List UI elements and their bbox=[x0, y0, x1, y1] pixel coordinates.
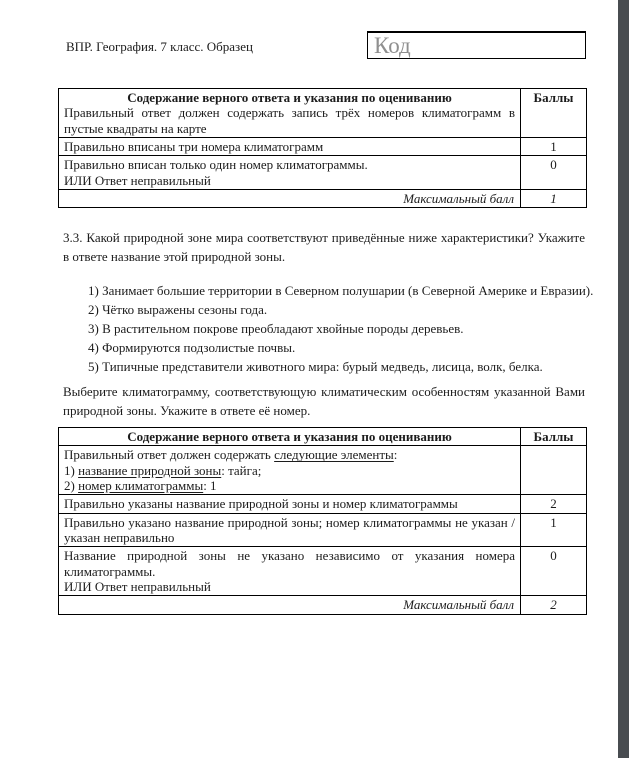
answer-line bbox=[64, 447, 515, 462]
criterion-cell bbox=[59, 156, 521, 190]
max-score-label: Максимальный балл bbox=[59, 596, 521, 614]
table1-answer-description: Правильный ответ должен содержать запись трёх номеров климатограмм в пустые квадраты на карте bbox=[64, 105, 515, 136]
criterion-text: Правильно указаны название природной зоны и номер климатограммы bbox=[59, 495, 521, 513]
max-score-value: 2 bbox=[521, 596, 587, 614]
table-row bbox=[59, 156, 587, 190]
list-item: 5) Типичные представители животного мира: бурый медведь, лисица, волк, белка. bbox=[88, 359, 543, 374]
table2-points-header: Баллы bbox=[521, 428, 587, 446]
table2-content-header: Содержание верного ответа и указания по оцениванию bbox=[59, 428, 521, 446]
criterion-text-alt: ИЛИ Ответ неправильный bbox=[64, 578, 211, 594]
table-row bbox=[59, 446, 587, 495]
list-item: 4) Формируются подзолистые почвы. bbox=[88, 340, 296, 355]
table1-points-header: Баллы bbox=[521, 89, 587, 138]
table1-header-and-answer-cell bbox=[59, 89, 521, 138]
table-row bbox=[59, 89, 587, 138]
code-field-box bbox=[367, 31, 586, 59]
answer-points-empty-cell bbox=[521, 446, 587, 495]
list-item: 2) Чётко выражены сезоны года. bbox=[88, 302, 268, 317]
criterion-text: Правильно вписаны три номера климатограмм bbox=[59, 137, 521, 155]
criterion-points: 1 bbox=[521, 513, 587, 547]
criterion-points: 2 bbox=[521, 495, 587, 513]
answer-segment-underlined: номер климатограммы bbox=[78, 477, 204, 493]
answer-line bbox=[64, 463, 515, 478]
answer-segment: 2) bbox=[64, 477, 79, 493]
table-row bbox=[59, 189, 587, 207]
table2-answer-cell bbox=[59, 446, 521, 495]
criterion-points: 1 bbox=[521, 137, 587, 155]
table-row bbox=[59, 495, 587, 513]
characteristics-list bbox=[88, 281, 593, 376]
answer-line bbox=[64, 478, 515, 493]
table-row bbox=[59, 428, 587, 446]
task-instruction: Выберите климатограмму, соответствующую климатическим особенностям указанной Вами природной зоны. Укажите в ответе её номер. bbox=[63, 384, 585, 418]
list-item: 3) В растительном покрове преобладают хвойные породы деревьев. bbox=[88, 321, 464, 336]
scoring-table-2 bbox=[58, 427, 587, 615]
answer-segment: Правильный ответ должен содержать bbox=[64, 447, 275, 463]
table1-content-header: Содержание верного ответа и указания по оцениванию bbox=[127, 90, 452, 105]
criterion-cell bbox=[59, 547, 521, 596]
viewer-right-edge bbox=[618, 0, 629, 758]
table-row bbox=[59, 596, 587, 614]
answer-segment: 1) bbox=[64, 462, 79, 478]
criterion-points: 0 bbox=[521, 156, 587, 190]
criterion-points: 0 bbox=[521, 547, 587, 596]
table-row bbox=[59, 513, 587, 547]
max-score-value: 1 bbox=[521, 189, 587, 207]
table-row bbox=[59, 137, 587, 155]
table-row bbox=[59, 547, 587, 596]
criterion-text: Правильно вписан только один номер климатограммы. bbox=[64, 157, 368, 173]
max-score-label: Максимальный балл bbox=[59, 189, 521, 207]
criterion-text: Название природной зоны не указано независимо от указания номера климатограммы. bbox=[64, 548, 515, 579]
answer-segment: : тайга; bbox=[221, 462, 262, 478]
question-text: 3.3. Какой природной зоне мира соответствуют приведённые ниже характеристики? Укажите в ответе название этой природной зоны. bbox=[63, 230, 585, 264]
answer-segment: : bbox=[393, 447, 398, 463]
scoring-table-1 bbox=[58, 88, 587, 208]
answer-segment: : 1 bbox=[203, 477, 217, 493]
answer-segment-underlined: следующие элементы bbox=[274, 447, 394, 463]
answer-segment-underlined: название природной зоны bbox=[78, 462, 222, 478]
list-item: 1) Занимает большие территории в Северном полушарии (в Северной Америке и Евразии). bbox=[88, 283, 594, 298]
code-field-label: Код bbox=[374, 33, 411, 58]
criterion-text-alt: ИЛИ Ответ неправильный bbox=[64, 172, 211, 188]
criterion-text: Правильно указано название природной зоны; номер климатограммы не указан / указан неправильно bbox=[59, 513, 521, 547]
document-title: ВПР. География. 7 класс. Образец bbox=[66, 39, 253, 54]
